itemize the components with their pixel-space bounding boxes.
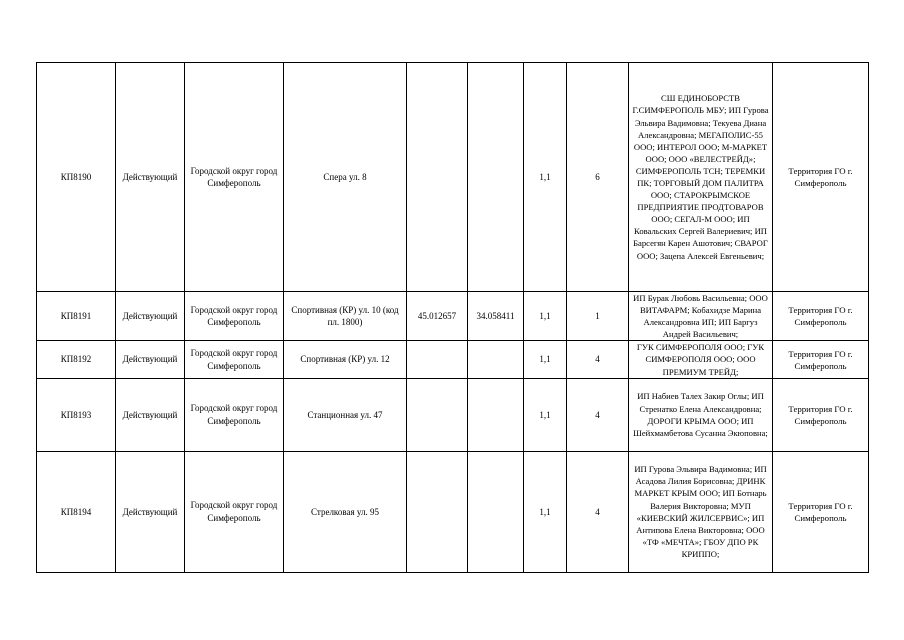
cell-id: КП8191 bbox=[37, 292, 116, 341]
cell-district: Городской округ город Симферополь bbox=[185, 341, 284, 378]
cell-id: КП8190 bbox=[37, 63, 116, 292]
cell-territory: Территория ГО г. Симферополь bbox=[773, 378, 869, 451]
table-row bbox=[37, 341, 869, 378]
cell-coef: 1,1 bbox=[524, 341, 567, 378]
cell-owners: ГУК СИМФЕРОПОЛЯ ООО; ГУК СИМФЕРОПОЛЯ ООО; ООО ПРЕМИУМ ТРЕЙД; bbox=[629, 341, 773, 378]
cell-territory: Территория ГО г. Симферополь bbox=[773, 292, 869, 341]
cell-lat bbox=[407, 63, 468, 292]
cell-district: Городской округ город Симферополь bbox=[185, 292, 284, 341]
cell-coef: 1,1 bbox=[524, 451, 567, 572]
table-row bbox=[37, 451, 869, 572]
cell-district: Городской округ город Симферополь bbox=[185, 63, 284, 292]
cell-status: Действующий bbox=[116, 292, 185, 341]
cell-lat bbox=[407, 341, 468, 378]
cell-coef: 1,1 bbox=[524, 292, 567, 341]
cell-lon bbox=[468, 63, 524, 292]
cell-count: 1 bbox=[567, 292, 629, 341]
table-row bbox=[37, 378, 869, 451]
cell-status: Действующий bbox=[116, 341, 185, 378]
cell-id: КП8192 bbox=[37, 341, 116, 378]
cell-owners: ИП Набиев Талех Закир Оглы; ИП Стренатко Елена Александровна; ДОРОГИ КРЫМА ООО; ИП Шейхмамбетова Сусанна Экюповна; bbox=[629, 378, 773, 451]
cell-lon bbox=[468, 451, 524, 572]
table-row bbox=[37, 63, 869, 292]
cell-lat bbox=[407, 378, 468, 451]
cell-address: Стрелковая ул. 95 bbox=[284, 451, 407, 572]
cell-address: Спортивная (КР) ул. 12 bbox=[284, 341, 407, 378]
cell-owners: ИП Бурак Любовь Васильевна; ООО ВИТАФАРМ; Кобахидзе Марина Александровна ИП; ИП Баргуз Андрей Васильевич; bbox=[629, 292, 773, 341]
cell-count: 4 bbox=[567, 451, 629, 572]
cell-address: Спера ул. 8 bbox=[284, 63, 407, 292]
cell-status: Действующий bbox=[116, 63, 185, 292]
cell-count: 6 bbox=[567, 63, 629, 292]
cell-count: 4 bbox=[567, 341, 629, 378]
registry-table bbox=[36, 62, 869, 573]
cell-address: Станционная ул. 47 bbox=[284, 378, 407, 451]
cell-district: Городской округ город Симферополь bbox=[185, 378, 284, 451]
cell-id: КП8193 bbox=[37, 378, 116, 451]
cell-coef: 1,1 bbox=[524, 63, 567, 292]
cell-owners: СШ ЕДИНОБОРСТВ Г.СИМФЕРОПОЛЬ МБУ; ИП Гурова Эльвира Вадимовна; Текуева Диана Александровна; МЕГАПОЛИС-55 ООО; ИНТЕРОЛ ООО; М-МАРКЕТ ООО; ООО «ВЕЛЕСТРЕЙД»; СИМФЕРОПОЛЬ ТСН; ТЕРЕМКИ ПК; ТОРГОВЫЙ ДОМ ПАЛИТРА ООО; СТАРОКРЫМСКОЕ ПРЕДПРИЯТИЕ ПРОДТОВАРОВ ООО; СЕГАЛ-М ООО; ИП Ковальских Сергей Валериевич; ИП Барсегян Карен Ашотович; СВАРОГ ООО; Зацепа Алексей Евгеньевич; bbox=[629, 63, 773, 292]
cell-status: Действующий bbox=[116, 451, 185, 572]
cell-status: Действующий bbox=[116, 378, 185, 451]
cell-id: КП8194 bbox=[37, 451, 116, 572]
cell-lat: 45.012657 bbox=[407, 292, 468, 341]
cell-lat bbox=[407, 451, 468, 572]
cell-district: Городской округ город Симферополь bbox=[185, 451, 284, 572]
cell-address: Спортивная (КР) ул. 10 (код пл. 1800) bbox=[284, 292, 407, 341]
cell-owners: ИП Гурова Эльвира Вадимовна; ИП Асадова Лилия Борисовна; ДРИНК МАРКЕТ КРЫМ ООО; ИП Ботнарь Валерия Викторовна; МУП «КИЕВСКИЙ ЖИЛСЕРВИС»; ИП Антипова Елена Викторовна; ООО «ТФ «МЕЧТА»; ГБОУ ДПО РК КРИППО; bbox=[629, 451, 773, 572]
cell-territory: Территория ГО г. Симферополь bbox=[773, 451, 869, 572]
cell-territory: Территория ГО г. Симферополь bbox=[773, 341, 869, 378]
cell-lon bbox=[468, 378, 524, 451]
cell-lon: 34.058411 bbox=[468, 292, 524, 341]
table-row bbox=[37, 292, 869, 341]
cell-territory: Территория ГО г. Симферополь bbox=[773, 63, 869, 292]
cell-lon bbox=[468, 341, 524, 378]
cell-count: 4 bbox=[567, 378, 629, 451]
cell-coef: 1,1 bbox=[524, 378, 567, 451]
